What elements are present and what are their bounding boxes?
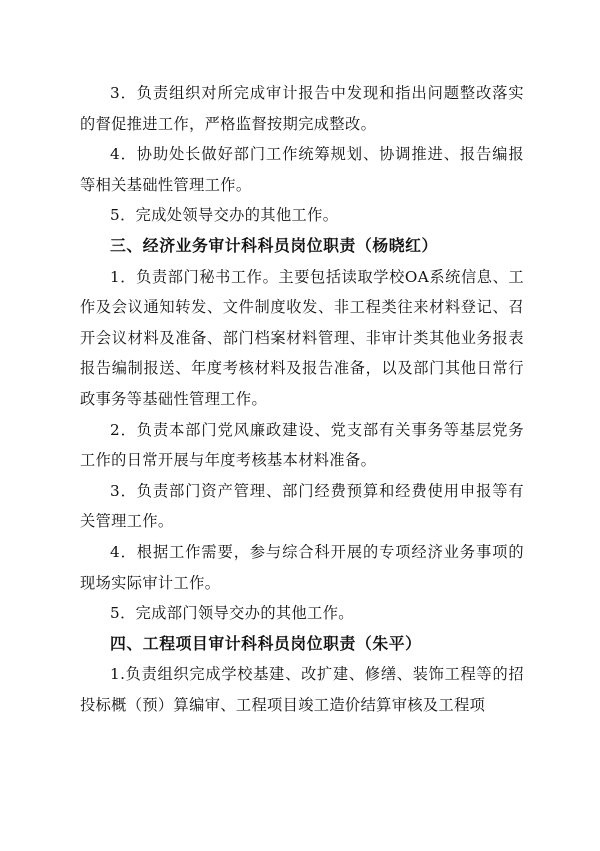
- document-body: [80, 78, 524, 720]
- section-3-item-4: 4．根据工作需要，参与综合科开展的专项经济业务事项的现场实际审计工作。: [80, 542, 524, 592]
- section-3-item-5: 5．完成部门领导交办的其他工作。: [110, 604, 354, 623]
- section-3-item-1: 1．负责部门秘书工作。主要包括读取学校OA系统信息、工作及会议通知转发、文件制度收发、非工程类往来材料登记、召开会议材料及准备、部门档案材料管理、非审计类其他业务报表报告编制报送、年度考核材料及报告准备，以及部门其他日常行政事务等基础性管理工作。: [80, 267, 524, 408]
- section-3-item-2: 2．负责本部门党风廉政建设、党支部有关事务等基层党务工作的日常开展与年度考核基本材料准备。: [80, 420, 524, 470]
- section-4-heading: 四、工程项目审计科科员岗位职责（朱平）: [110, 633, 422, 653]
- item-4-assist-director: 4．协助处长做好部门工作统筹规划、协调推进、报告编报等相关基础性管理工作。: [80, 145, 524, 194]
- item-3-audit-rectification: 3．负责组织对所完成审计报告中发现和指出问题整改落实的督促推进工作，严格监督按期完成整改。: [80, 84, 524, 133]
- section-3-heading: 三、经济业务审计科科员岗位职责（杨晓红）: [110, 235, 438, 255]
- section-4-item-1: 1.负责组织完成学校基建、改扩建、修缮、装饰工程等的招投标概（预）算编审、工程项目竣工造价结算审核及工程项: [80, 665, 524, 714]
- section-3-item-3: 3．负责部门资产管理、部门经费预算和经费使用申报等有关管理工作。: [80, 481, 524, 531]
- item-5-other-tasks: 5．完成处领导交办的其他工作。: [110, 206, 339, 225]
